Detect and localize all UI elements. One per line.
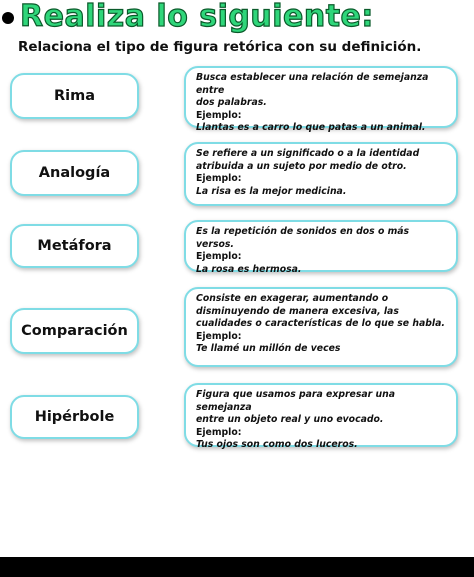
example-label: Ejemplo: (196, 426, 242, 438)
example-text: La rosa es hermosa. (196, 263, 302, 275)
header (0, 2, 474, 38)
page-title: Realiza lo siguiente: (20, 0, 374, 34)
term-analogia: Analogía (10, 150, 139, 196)
definition-text: Se refiere a un significado o a la identidad atribuida a un sujeto por medio de otro. (196, 148, 420, 172)
term-comparacion: Comparación (10, 308, 139, 354)
definition-3 (184, 220, 458, 275)
example-label: Ejemplo: (196, 109, 242, 121)
term-rima: Rima (10, 73, 139, 119)
term-metafora: Metáfora (10, 224, 139, 268)
example-label: Ejemplo: (196, 173, 242, 184)
definition-4 (184, 287, 458, 367)
definition-2 (184, 142, 458, 206)
instruction: Relaciona el tipo de figura retórica con su definición. (18, 39, 422, 55)
example-label: Ejemplo: (196, 330, 242, 342)
example-text: La risa es la mejor medicina. (196, 185, 347, 197)
term-hiperbole: Hipérbole (10, 395, 139, 439)
example-label: Ejemplo: (196, 251, 242, 262)
definition-text: Es la repetición de sonidos en dos o más versos. (196, 226, 410, 250)
definition-1 (184, 66, 458, 133)
example-text: Tus ojos son como dos luceros. (196, 439, 358, 450)
bullet-icon (2, 12, 14, 24)
definition-text: Consiste en exagerar, aumentando o disminuyendo de manera excesiva, las cualidades o características de lo que se habla. (196, 293, 445, 329)
example-text: Llantas es a carro lo que patas a un animal. (196, 122, 426, 133)
definition-text: Figura que usamos para expresar una semejanza entre un objeto real y uno evocado. (196, 389, 396, 425)
bottom-bar (0, 557, 474, 577)
definition-5 (184, 383, 458, 450)
definition-text: Busca establecer una relación de semejanza entre dos palabras. (196, 72, 429, 108)
example-text: Te llamé un millón de veces (196, 343, 341, 354)
